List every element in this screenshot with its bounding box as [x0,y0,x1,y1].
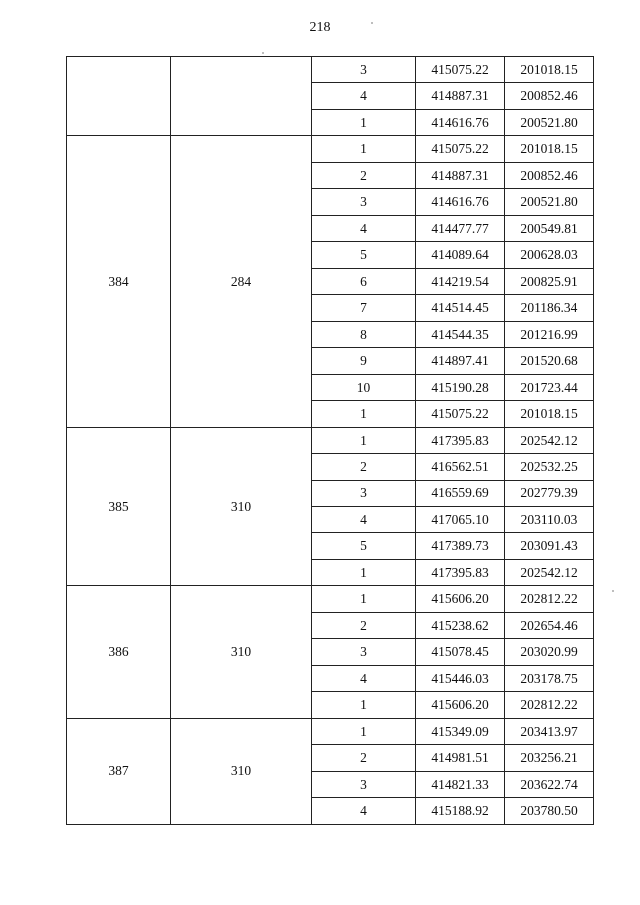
coordinates-table [66,56,594,825]
y-coordinate-cell: 201216.99 [505,321,594,347]
point-number-cell: 10 [312,374,416,400]
point-number-cell: 1 [312,692,416,718]
point-number-cell: 5 [312,242,416,268]
x-coordinate-cell: 417395.83 [416,427,505,453]
x-coordinate-cell: 414981.51 [416,745,505,771]
x-coordinate-cell: 415238.62 [416,612,505,638]
x-coordinate-cell: 416562.51 [416,454,505,480]
point-number-cell: 3 [312,189,416,215]
scan-speck [371,22,373,24]
x-coordinate-cell: 414477.77 [416,215,505,241]
x-coordinate-cell: 414514.45 [416,295,505,321]
point-number-cell: 4 [312,665,416,691]
point-number-cell: 9 [312,348,416,374]
parcel-number-cell: 384 [67,136,171,427]
table-row [67,57,594,83]
y-coordinate-cell: 202812.22 [505,586,594,612]
table-row [67,136,594,162]
y-coordinate-cell: 202812.22 [505,692,594,718]
y-coordinate-cell: 200521.80 [505,109,594,135]
point-number-cell: 2 [312,162,416,188]
y-coordinate-cell: 203020.99 [505,639,594,665]
x-coordinate-cell: 414821.33 [416,771,505,797]
quarter-number-cell: 284 [171,136,312,427]
x-coordinate-cell: 415075.22 [416,57,505,83]
y-coordinate-cell: 200628.03 [505,242,594,268]
point-number-cell: 2 [312,612,416,638]
x-coordinate-cell: 414616.76 [416,109,505,135]
x-coordinate-cell: 415075.22 [416,401,505,427]
y-coordinate-cell: 201723.44 [505,374,594,400]
table-row [67,718,594,744]
point-number-cell: 4 [312,83,416,109]
y-coordinate-cell: 200852.46 [505,162,594,188]
point-number-cell: 3 [312,639,416,665]
x-coordinate-cell: 415190.28 [416,374,505,400]
x-coordinate-cell: 414219.54 [416,268,505,294]
point-number-cell: 1 [312,718,416,744]
x-coordinate-cell: 417065.10 [416,506,505,532]
parcel-number-cell: 387 [67,718,171,824]
point-number-cell: 4 [312,506,416,532]
scan-speck [262,52,264,54]
y-coordinate-cell: 200521.80 [505,189,594,215]
x-coordinate-cell: 415606.20 [416,586,505,612]
y-coordinate-cell: 203780.50 [505,798,594,824]
quarter-number-cell: 310 [171,718,312,824]
y-coordinate-cell: 201520.68 [505,348,594,374]
quarter-number-cell: 310 [171,427,312,586]
x-coordinate-cell: 415446.03 [416,665,505,691]
y-coordinate-cell: 203091.43 [505,533,594,559]
point-number-cell: 4 [312,798,416,824]
y-coordinate-cell: 203110.03 [505,506,594,532]
point-number-cell: 1 [312,559,416,585]
scan-speck [612,590,614,592]
page-number: 218 [309,20,331,35]
y-coordinate-cell: 201018.15 [505,57,594,83]
quarter-number-cell [171,57,312,136]
point-number-cell: 3 [312,57,416,83]
x-coordinate-cell: 414897.41 [416,348,505,374]
y-coordinate-cell: 203178.75 [505,665,594,691]
table-row [67,586,594,612]
coordinates-table-body [67,57,594,825]
x-coordinate-cell: 415075.22 [416,136,505,162]
y-coordinate-cell: 203622.74 [505,771,594,797]
point-number-cell: 2 [312,745,416,771]
y-coordinate-cell: 200549.81 [505,215,594,241]
x-coordinate-cell: 415078.45 [416,639,505,665]
parcel-number-cell: 386 [67,586,171,718]
x-coordinate-cell: 414544.35 [416,321,505,347]
point-number-cell: 3 [312,480,416,506]
y-coordinate-cell: 203413.97 [505,718,594,744]
x-coordinate-cell: 416559.69 [416,480,505,506]
x-coordinate-cell: 417389.73 [416,533,505,559]
y-coordinate-cell: 203256.21 [505,745,594,771]
x-coordinate-cell: 417395.83 [416,559,505,585]
table-row [67,427,594,453]
point-number-cell: 1 [312,401,416,427]
point-number-cell: 1 [312,586,416,612]
point-number-cell: 3 [312,771,416,797]
y-coordinate-cell: 202542.12 [505,559,594,585]
y-coordinate-cell: 201186.34 [505,295,594,321]
quarter-number-cell: 310 [171,586,312,718]
x-coordinate-cell: 415606.20 [416,692,505,718]
point-number-cell: 8 [312,321,416,347]
point-number-cell: 2 [312,454,416,480]
y-coordinate-cell: 200852.46 [505,83,594,109]
point-number-cell: 5 [312,533,416,559]
y-coordinate-cell: 202654.46 [505,612,594,638]
x-coordinate-cell: 415349.09 [416,718,505,744]
point-number-cell: 6 [312,268,416,294]
x-coordinate-cell: 414887.31 [416,162,505,188]
point-number-cell: 7 [312,295,416,321]
point-number-cell: 4 [312,215,416,241]
y-coordinate-cell: 201018.15 [505,136,594,162]
y-coordinate-cell: 202532.25 [505,454,594,480]
x-coordinate-cell: 414616.76 [416,189,505,215]
parcel-number-cell [67,57,171,136]
y-coordinate-cell: 202542.12 [505,427,594,453]
point-number-cell: 1 [312,109,416,135]
parcel-number-cell: 385 [67,427,171,586]
point-number-cell: 1 [312,136,416,162]
point-number-cell: 1 [312,427,416,453]
x-coordinate-cell: 414089.64 [416,242,505,268]
y-coordinate-cell: 201018.15 [505,401,594,427]
x-coordinate-cell: 415188.92 [416,798,505,824]
y-coordinate-cell: 200825.91 [505,268,594,294]
y-coordinate-cell: 202779.39 [505,480,594,506]
x-coordinate-cell: 414887.31 [416,83,505,109]
